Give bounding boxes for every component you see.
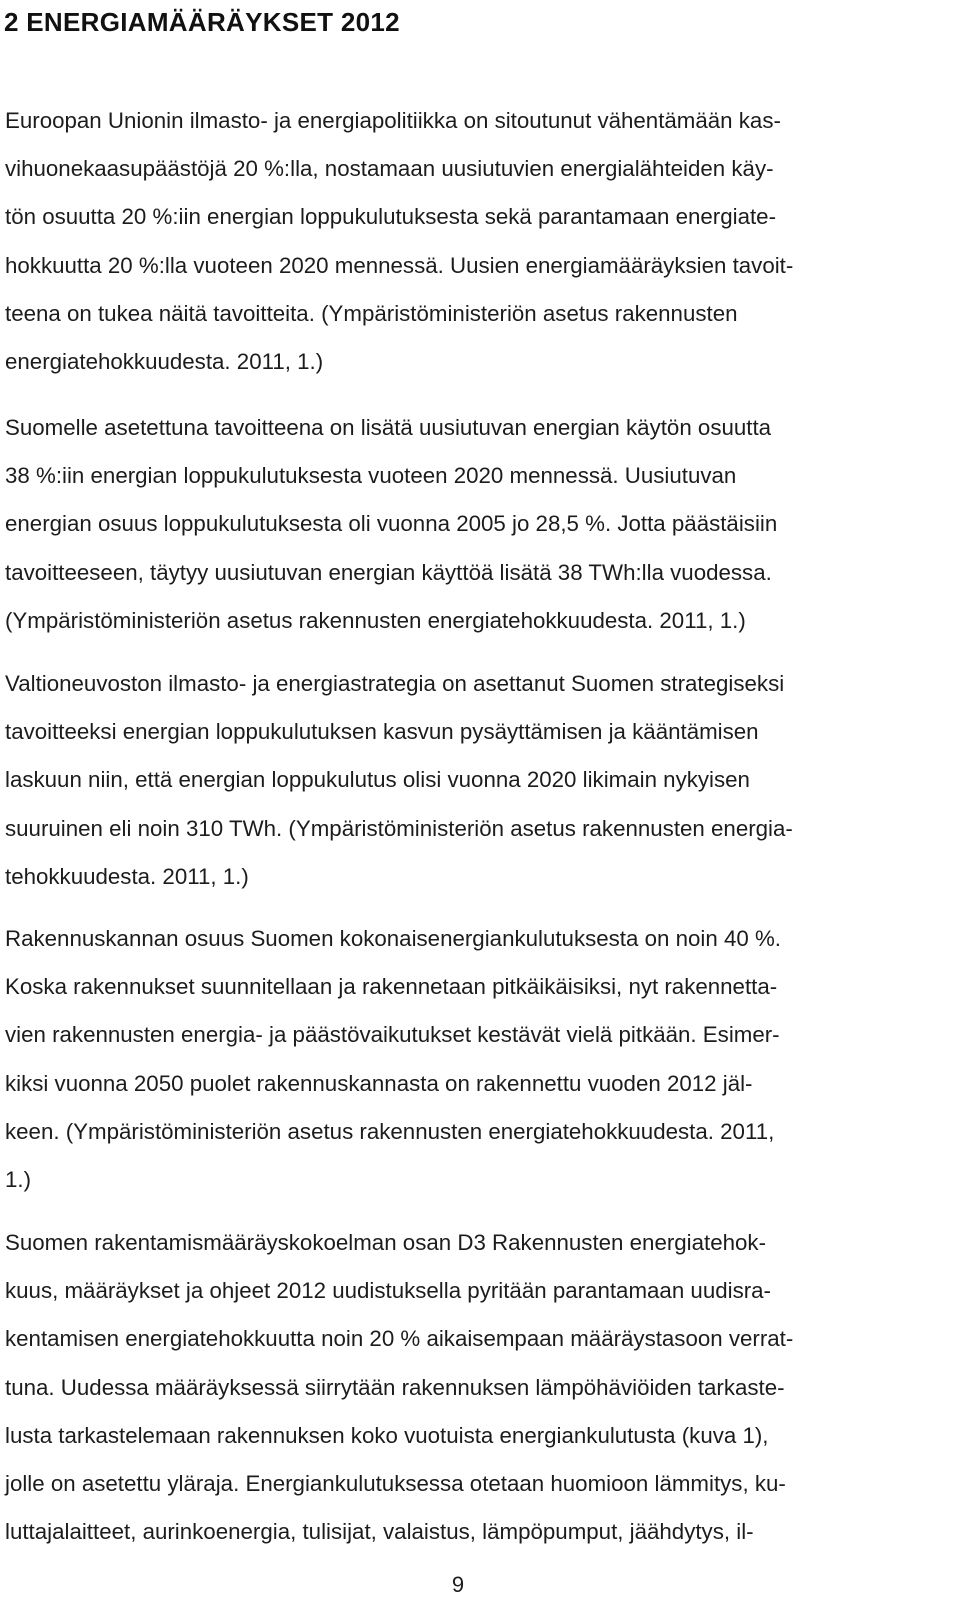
page-number: 9 (451, 1572, 465, 1597)
text-line: keen. (Ympäristöministeriön asetus rakennusten energiatehokkuudesta. 2011, (5, 1118, 775, 1144)
paragraph-building-stock (5, 915, 781, 1204)
text-line: hokkuutta 20 %:lla vuoteen 2020 mennessä. Uusien energiamääräyksien tavoit- (5, 252, 794, 278)
paragraph-d3-regulations (5, 1219, 793, 1556)
text-line: Koska rakennukset suunnitellaan ja rakennetaan pitkäikäisiksi, nyt rakennetta- (5, 974, 778, 1000)
text-line: teena on tukea näitä tavoitteita. (Ympäristöministeriön asetus rakennusten (5, 300, 738, 326)
paragraph-finland-target (5, 404, 777, 645)
text-line: suuruinen eli noin 310 TWh. (Ympäristöministeriön asetus rakennusten energia- (5, 815, 793, 841)
text-line: 1.) (5, 1166, 32, 1192)
text-line: vihuonekaasupäästöjä 20 %:lla, nostamaan uusiutuvien energialähteiden käy- (5, 156, 774, 182)
text-line: vien rakennusten energia- ja päästövaikutukset kestävät vielä pitkään. Esimer- (5, 1022, 780, 1048)
text-line: kentamisen energiatehokkuutta noin 20 % aikaisempaan määräystasoon verrat- (5, 1326, 794, 1352)
text-line: Rakennuskannan osuus Suomen kokonaisenergiankulutuksesta on noin 40 %. (5, 926, 781, 951)
text-line: Valtioneuvoston ilmasto- ja energiastrategia on asettanut Suomen strategiseksi (5, 671, 785, 696)
text-line: Euroopan Unionin ilmasto- ja energiapolitiikka on sitoutunut vähentämään kas- (5, 108, 781, 133)
text-line: kiksi vuonna 2050 puolet rakennuskannasta on rakennettu vuoden 2012 jäl- (5, 1070, 753, 1096)
section-heading: 2 ENERGIAMÄÄRÄYKSET 2012 (4, 7, 400, 37)
text-line: Suomen rakentamismääräyskokoelman osan D3 Rakennusten energiatehok- (5, 1230, 766, 1255)
text-line: tuna. Uudessa määräyksessä siirrytään rakennuksen lämpöhäviöiden tarkaste- (5, 1374, 785, 1400)
text-line: (Ympäristöministeriön asetus rakennusten energiatehokkuudesta. 2011, 1.) (5, 607, 746, 633)
text-line: tavoitteeksi energian loppukulutuksen kasvun pysäyttämisen ja kääntämisen (5, 719, 759, 745)
text-line: jolle on asetettu yläraja. Energiankulutuksessa otetaan huomioon lämmitys, ku- (5, 1470, 786, 1496)
text-line: kuus, määräykset ja ohjeet 2012 uudistuksella pyritään parantamaan uudisra- (5, 1278, 771, 1304)
paragraph-eu-policy (5, 97, 793, 386)
text-line: Suomelle asetettuna tavoitteena on lisätä uusiutuvan energian käytön osuutta (5, 415, 772, 440)
text-line: lusta tarkastelemaan rakennuksen koko vuotuista energiankulutusta (kuva 1), (5, 1422, 769, 1448)
text-line: energiatehokkuudesta. 2011, 1.) (5, 348, 324, 374)
text-line: luttajalaitteet, aurinkoenergia, tulisijat, valaistus, lämpöpumput, jäähdytys, il- (5, 1519, 754, 1545)
text-line: tavoitteeseen, täytyy uusiutuvan energian käyttöä lisätä 38 TWh:lla vuodessa. (5, 559, 772, 585)
text-line: tehokkuudesta. 2011, 1.) (5, 863, 249, 889)
text-line: energian osuus loppukulutuksesta oli vuonna 2005 jo 28,5 %. Jotta päästäisiin (5, 511, 778, 537)
paragraph-energy-strategy (5, 660, 793, 901)
text-line: 38 %:iin energian loppukulutuksesta vuoteen 2020 mennessä. Uusiutuvan (5, 463, 737, 489)
text-line: tön osuutta 20 %:iin energian loppukulutuksesta sekä parantamaan energiate- (5, 204, 776, 230)
text-line: laskuun niin, että energian loppukulutus olisi vuonna 2020 likimain nykyisen (5, 767, 750, 793)
